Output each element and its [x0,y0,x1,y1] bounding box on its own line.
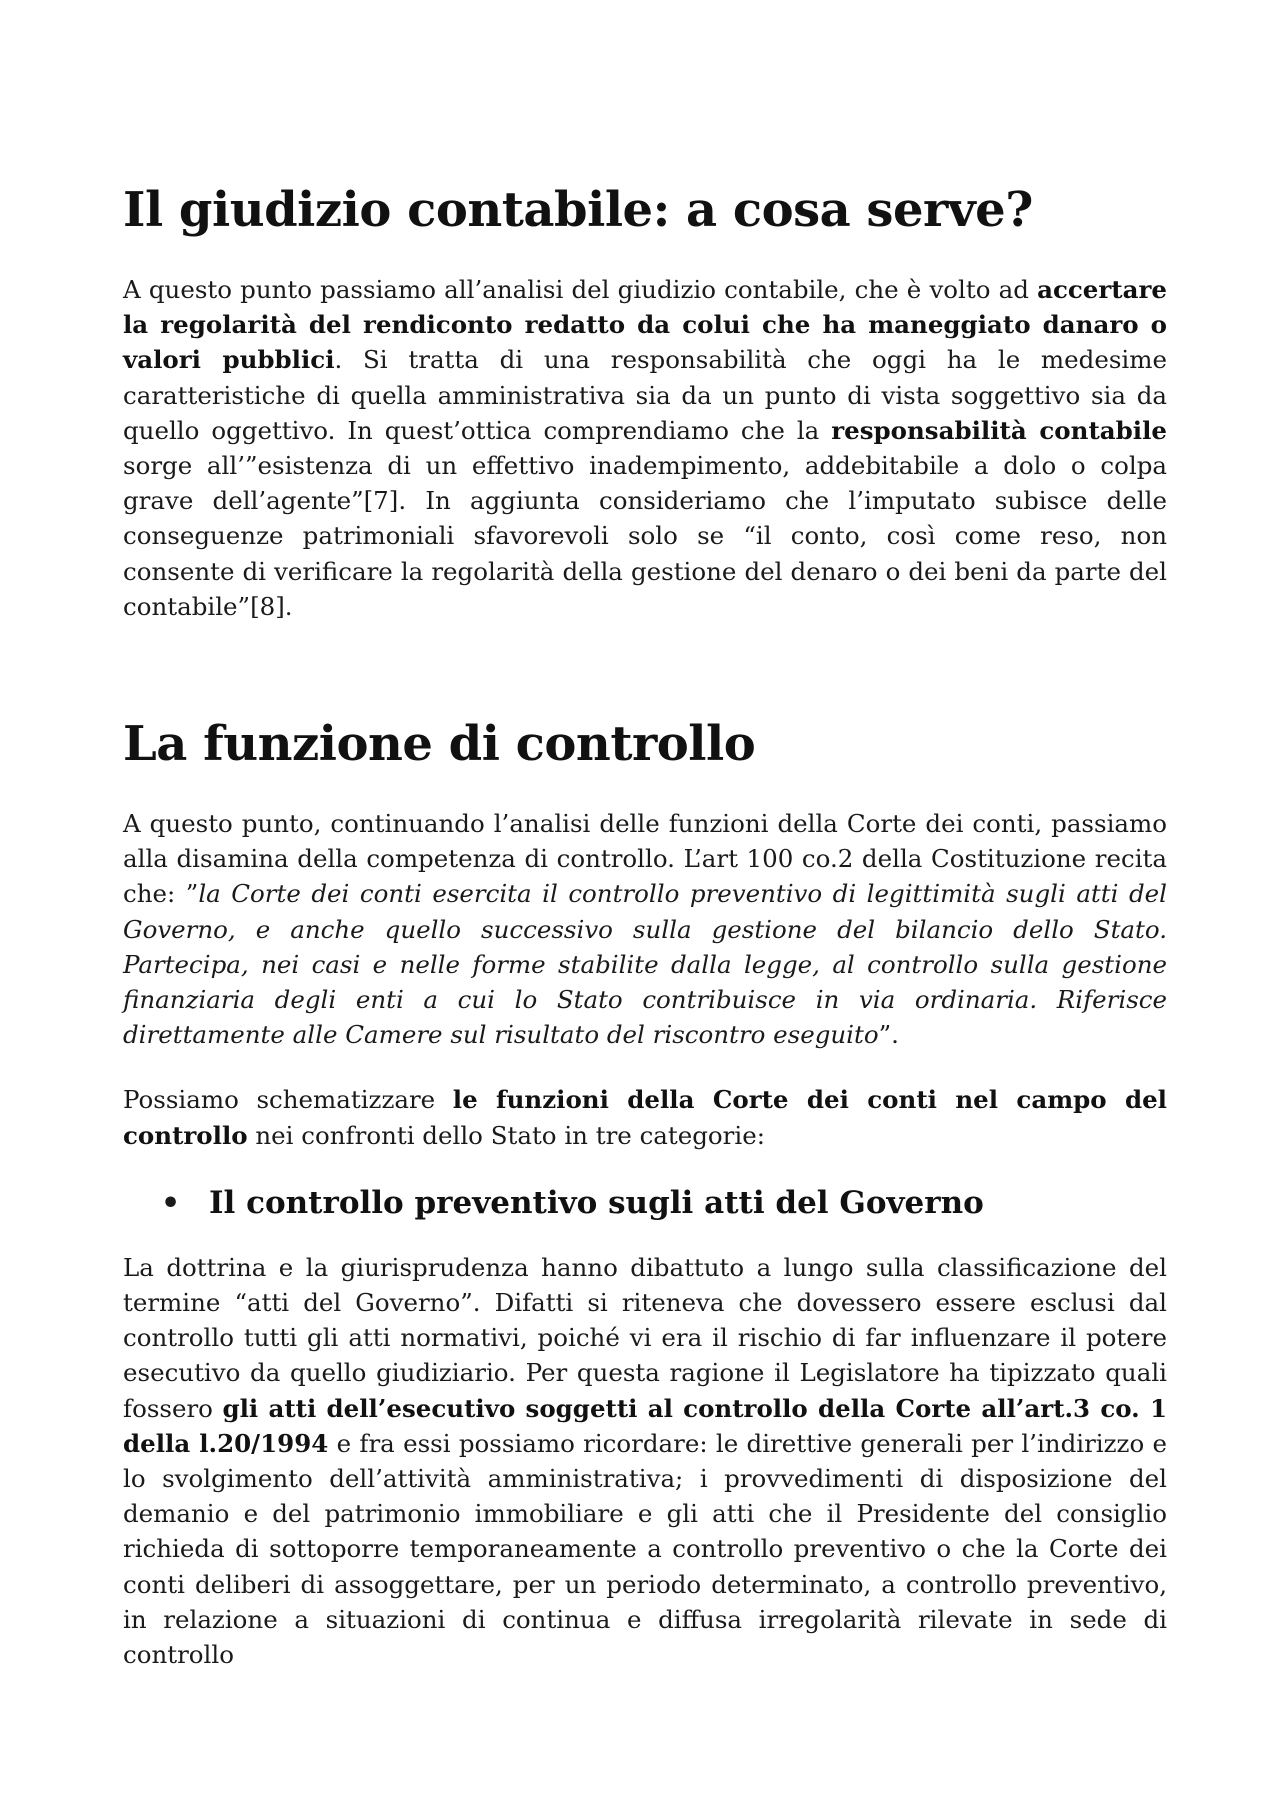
bullet-heading-text: Il controllo preventivo sugli atti del Governo [209,1184,984,1221]
bullet-icon: • [161,1185,181,1221]
document-page [123,178,1167,1702]
paragraph-competenza-controllo: A questo punto, continuando l’analisi delle funzioni della Corte dei conti, passiamo alla disamina della competenza di controllo. L’art 100 co.2 della Costituzione recita che: ”la Corte dei conti esercita il controllo preventivo di legittimità sugli atti del Governo, e anche quello successivo sulla gestione del bilancio dello Stato. Partecipa, nei casi e nelle forme stabilite dalla legge, al controllo sulla gestione finanziaria degli enti a cui lo Stato contribuisce in via ordinaria. Riferisce direttamente alle Camere sul risultato del riscontro eseguito”. [123,809,1168,1050]
section-title-giudizio-contabile: Il giudizio contabile: a cosa serve? [123,182,1033,238]
paragraph-categorie: Possiamo schematizzare le funzioni della Corte dei conti nel campo del controllo nei confronti dello Stato in tre categorie: [123,1085,1167,1150]
paragraph-atti-del-governo: La dottrina e la giurisprudenza hanno dibattuto a lungo sulla classificazione del termine “atti del Governo”. Difatti si riteneva che dovessero essere esclusi dal controllo tutti gli atti normativi, poiché vi era il rischio di far influenzare il potere esecutivo da quello giudiziario. Per questa ragione il Legislatore ha tipizzato quali fossero gli atti dell’esecutivo soggetti al controllo della Corte all’art.3 co. 1 della l.20/1994 e fra essi possiamo ricordare: le direttive generali per l’indirizzo e lo svolgimento dell’attività amministrativa; i provvedimenti di disposizione del demanio e del patrimonio immobiliare e gli atti che il Presidente del consiglio richieda di sottoporre temporaneamente a controllo preventivo o che la Corte dei conti deliberi di assoggettare, per un periodo determinato, a controllo preventivo, in relazione a situazioni di continua e diffusa irregolarità rilevate in sede di controllo [123,1252,1168,1670]
paragraph-giudizio-contabile: A questo punto passiamo all’analisi del giudizio contabile, che è volto ad accertare la regolarità del rendiconto redatto da colui che ha maneggiato danaro o valori pubblici. Si tratta di una responsabilità che oggi ha le medesime caratteristiche di quella amministrativa sia da un punto di vista soggettivo sia da quello oggettivo. In quest’ottica comprendiamo che la responsabilità contabile sorge all’”esistenza di un effettivo inadempimento, addebitabile a dolo o colpa grave dell’agente”[7]. In aggiunta consideriamo che l’imputato subisce delle conseguenze patrimoniali sfavorevoli solo se “il conto, così come reso, non consente di verificare la regolarità della gestione del denaro o dei beni da parte del contabile”[8]. [123,275,1167,621]
section-title-funzione-controllo: La funzione di controllo [123,716,756,773]
bullet-heading-controllo-preventivo [123,1183,1167,1224]
